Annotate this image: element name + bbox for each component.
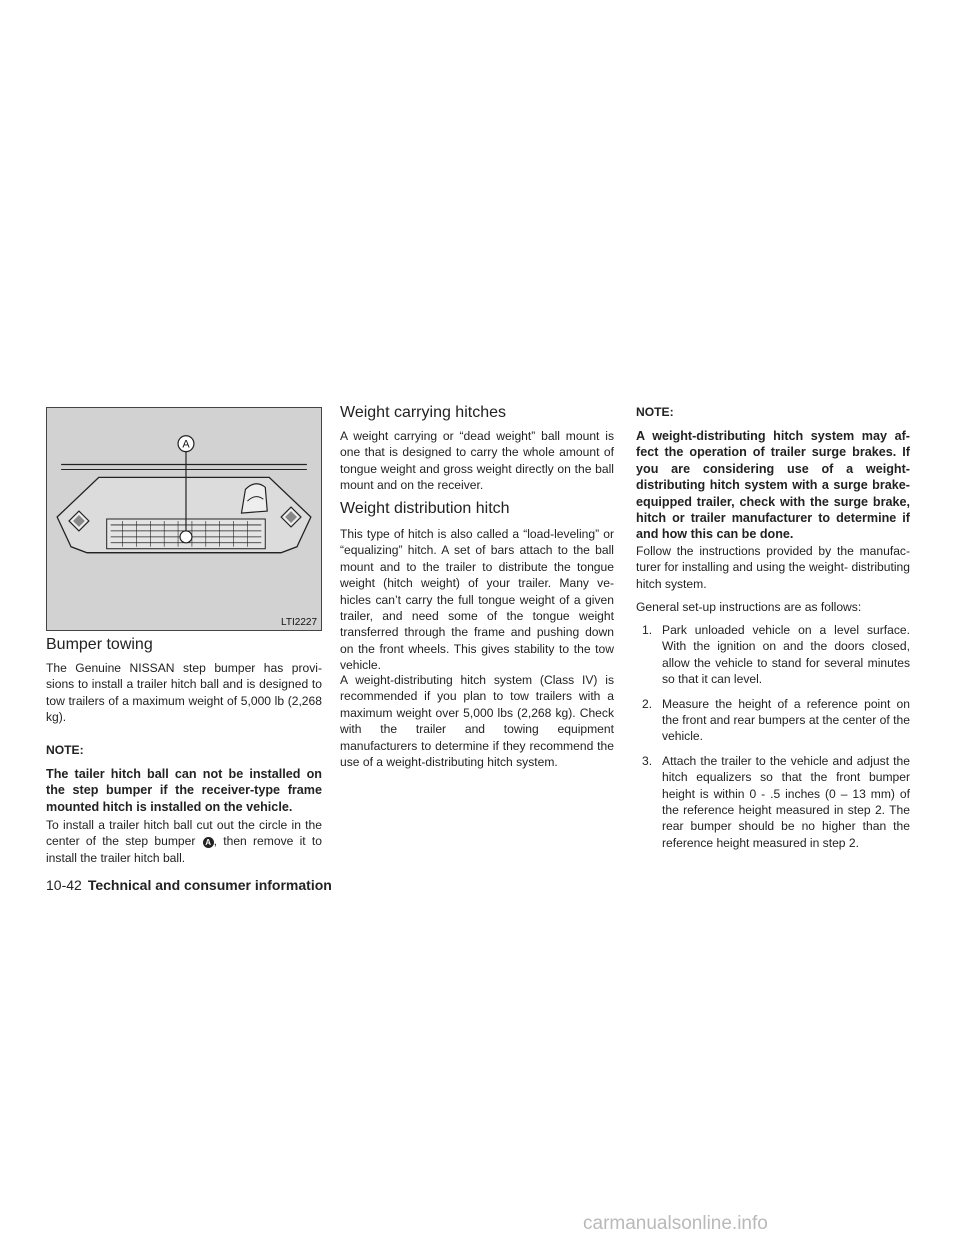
- setup-steps-list: [636, 622, 910, 851]
- section-title: Technical and consumer information: [87, 877, 332, 893]
- heading-bumper-towing: Bumper towing: [46, 636, 153, 653]
- bumper-drawing: [47, 408, 321, 630]
- page-number: 10-42: [46, 877, 82, 893]
- figure-code: LTI2227: [281, 617, 317, 628]
- step-text: Attach the trailer to the vehicle and adjust the hitch equalizers so that the front bumper height is within 0 - .5 inches (0 – 13 mm) of the reference height measured in step 2. The rear bumper should be no higher than the reference height measured in step 2.: [662, 753, 910, 850]
- heading-weight-carrying: Weight carrying hitches: [340, 404, 506, 421]
- list-item: [636, 696, 910, 745]
- step-number: 1.: [642, 623, 653, 637]
- general-setup-paragraph: General set-up instructions are as follows:: [636, 600, 862, 614]
- weight-distribution-paragraph: This type of hitch is also called a “load-leveling” or “equalizing” hitch. A set of bars attach to the ball mount and to the trailer to distribute the tongue weight (hitch weight) of your trailer. Many ve- hicles can’t carry the full tongue weight of a given trailer, and need some of the tongue weight transferred through the frame and pushing down on the front wheels. This gives stability to the tow vehicle.: [340, 527, 614, 673]
- note-text-2: A weight-distributing hitch system may af- fect the operation of trailer surge brakes. If you are considering use of a weight- distributing hitch system with a surge brake-equipped trailer, check with the surge brake, hitch or trailer manufacturer to determine if and how this can be done.: [636, 429, 910, 542]
- note-label-1: NOTE:: [46, 743, 84, 757]
- note-label-2: NOTE:: [636, 405, 674, 419]
- install-text-a: To install a trailer hitch ball cut out the circle in the center of the step bumper: [46, 818, 322, 849]
- watermark: carmanualsonline.info: [583, 1213, 768, 1234]
- heading-weight-distribution: Weight distribution hitch: [340, 500, 510, 517]
- list-item: [636, 622, 910, 688]
- note-text-1: The tailer hitch ball can not be installed on the step bumper if the receiver-type frame mounted hitch is installed on the vehicle.: [46, 767, 322, 814]
- bumper-towing-paragraph: The Genuine NISSAN step bumper has provi- sions to install a trailer hitch ball and is designed to tow trailers of a maximum weight of 5,000 lb (2,268 kg).: [46, 661, 322, 725]
- weight-distributing-system-paragraph: A weight-distributing hitch system (Class IV) is recommended if you plan to tow trailers with a maximum weight over 5,000 lbs (2,268 kg). Check with the trailer and towing equipment manufacturers to determine if they recommend the use of a weight-distributing hitch system.: [340, 673, 614, 770]
- follow-instructions-paragraph: Follow the instructions provided by the manufac- turer for installing and using the weight- distributing hitch system.: [636, 544, 910, 591]
- callout-a: A: [182, 438, 190, 451]
- bumper-illustration: [46, 407, 322, 631]
- page-footer: [46, 877, 332, 893]
- step-number: 3.: [642, 753, 653, 768]
- install-text-b: , then remove it to install the trailer hitch ball.: [46, 834, 322, 865]
- install-paragraph: [46, 817, 322, 866]
- marker-a-icon: A: [203, 837, 214, 848]
- step-text: Measure the height of a reference point on the front and rear bumpers at the center of the vehicle.: [662, 696, 910, 744]
- weight-carrying-paragraph: A weight carrying or “dead weight” ball mount is one that is designed to carry the whole amount of tongue weight and gross weight directly on the ball mount and on the receiver.: [340, 429, 614, 493]
- step-text: Park unloaded vehicle on a level surface. With the ignition on and the doors closed, allow the vehicle to stand for several minutes so that it can level.: [662, 623, 910, 687]
- step-number: 2.: [642, 696, 653, 711]
- list-item: [636, 753, 910, 851]
